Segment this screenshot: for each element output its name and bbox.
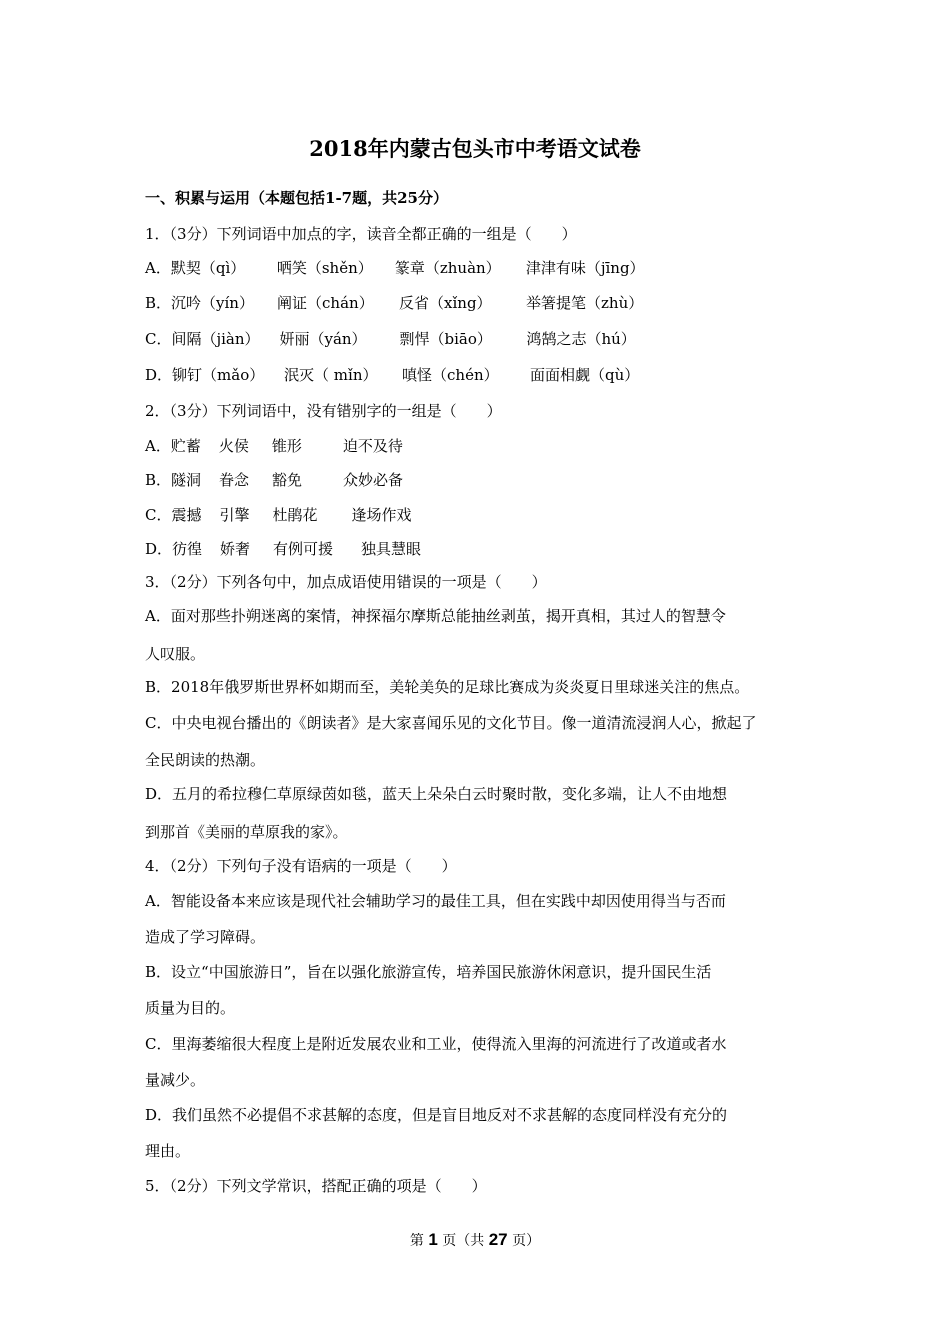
option-label: D． [145, 540, 173, 558]
q3-option-c-line1: C．中央电视台播出的《朗读者》是大家喜闻乐见的文化节目。像一道清流浸润人心，掀起了 [145, 714, 757, 732]
q1-option-d [145, 365, 639, 385]
q4-option-a-line1: A．智能设备本来应该是现代社会辅助学习的最佳工具，但在实践中却因使用得当与否而 [145, 892, 726, 910]
option-item: 锥形 [271, 437, 302, 455]
option-item: 贮蓄 [170, 437, 201, 455]
option-item: 沉吟（yín） [171, 294, 254, 312]
q4-option-b-line2: 质量为目的。 [145, 999, 236, 1017]
option-item: 迫不及待 [342, 437, 403, 455]
option-item: 篆章（zhuàn） [394, 259, 501, 277]
question-5-stem: 5．（2分）下列文学常识，搭配正确的项是（ ） [145, 1177, 487, 1195]
q1-option-a [145, 258, 645, 278]
option-item: 举箸提笔（zhù） [526, 294, 644, 312]
option-item: 嗔怪（chén） [402, 366, 499, 384]
option-item: 众妙必备 [343, 471, 404, 489]
question-3-stem: 3．（2分）下列各句中，加点成语使用错误的一项是（ ） [145, 573, 547, 591]
option-item: 隧洞 [171, 471, 202, 489]
option-item: 有例可援 [273, 540, 334, 558]
option-item: 剽悍（biāo） [399, 330, 492, 348]
option-item: 面面相觑（qù） [530, 366, 640, 384]
option-item: 杜鹃花 [272, 506, 318, 524]
option-item: 豁免 [272, 471, 303, 489]
page-footer [0, 1230, 950, 1250]
option-label: A． [145, 437, 171, 455]
option-item: 津津有味（jīng） [525, 259, 645, 277]
option-item: 阐证（chán） [277, 294, 374, 312]
option-item: 眷念 [219, 471, 250, 489]
q4-option-a-line2: 造成了学习障碍。 [145, 928, 266, 946]
option-item: 火侯 [218, 437, 249, 455]
q4-option-d-line1: D．我们虽然不必提倡不求甚解的态度，但是盲目地反对不求甚解的态度同样没有充分的 [145, 1106, 728, 1124]
option-label: A． [145, 259, 171, 277]
option-item: 彷徨 [172, 540, 203, 558]
option-item: 间隔（jiàn） [171, 330, 260, 348]
option-label: B． [145, 471, 172, 489]
q3-option-d-line1: D．五月的希拉穆仁草原绿茵如毯，蓝天上朵朵白云时聚时散，变化多端，让人不由地想 [145, 785, 728, 803]
q3-option-d-line2: 到那首《美丽的草原我的家》。 [145, 823, 348, 841]
option-item: 引擎 [219, 506, 250, 524]
q3-option-c-line2: 全民朗读的热潮。 [145, 751, 266, 769]
option-item: 独具慧眼 [361, 540, 422, 558]
option-item: 默契（qì） [170, 259, 246, 277]
option-item: 泯灭（ mǐn） [284, 366, 378, 384]
option-item: 娇奢 [220, 540, 251, 558]
q2-option-b [145, 470, 403, 490]
total-pages: 27 [488, 1230, 508, 1249]
q4-option-c-line2: 量减少。 [145, 1071, 206, 1089]
option-label: D． [145, 366, 173, 384]
option-label: C． [145, 506, 172, 524]
option-item: 妍丽（yán） [279, 330, 367, 348]
q4-option-b-line1: B．设立“中国旅游日”，旨在以强化旅游宣传，培养国民旅游休闲意识，提升国民生活 [145, 963, 712, 981]
option-label: C． [145, 330, 172, 348]
q4-option-c-line1: C．里海萎缩很大程度上是附近发展农业和工业，使得流入里海的河流进行了改道或者水 [145, 1035, 727, 1053]
option-item: 震撼 [171, 506, 202, 524]
footer-suffix: 页） [507, 1233, 541, 1249]
q2-option-c [145, 505, 412, 525]
q1-option-c [145, 329, 636, 349]
q2-option-d [145, 539, 421, 559]
option-item: 哂笑（shěn） [276, 259, 373, 277]
option-item: 反省（xǐng） [399, 294, 492, 312]
q3-option-a-line2: 人叹服。 [145, 645, 206, 663]
footer-middle: 页（共 [437, 1233, 489, 1249]
q4-option-d-line2: 理由。 [145, 1142, 191, 1160]
q3-option-b-line1: B．2018年俄罗斯世界杯如期而至，美轮美奂的足球比赛成为炎炎夏日里球迷关注的焦点。 [145, 678, 750, 696]
exam-title: 2018年内蒙古包头市中考语文试卷 [309, 136, 641, 161]
option-item: 鸿鹄之志（hú） [526, 330, 636, 348]
q1-option-b [145, 293, 643, 313]
section-heading: 一、积累与运用（本题包括1-7题，共25分） [145, 189, 448, 207]
option-item: 铆钉（mǎo） [172, 366, 265, 384]
page-number: 1 [428, 1230, 438, 1249]
q3-option-a-line1: A．面对那些扑朔迷离的案情，神探福尔摩斯总能抽丝剥茧，揭开真相，其过人的智慧令 [145, 607, 726, 625]
footer-prefix: 第 [409, 1233, 429, 1249]
question-2-stem: 2．（3分）下列词语中，没有错别字的一组是（ ） [145, 402, 502, 420]
q2-option-a [145, 436, 403, 456]
option-label: B． [145, 294, 172, 312]
question-1-stem: 1．（3分）下列词语中加点的字，读音全都正确的一组是（ ） [145, 225, 577, 243]
option-item: 逢场作戏 [351, 506, 412, 524]
question-4-stem: 4．（2分）下列句子没有语病的一项是（ ） [145, 857, 457, 875]
